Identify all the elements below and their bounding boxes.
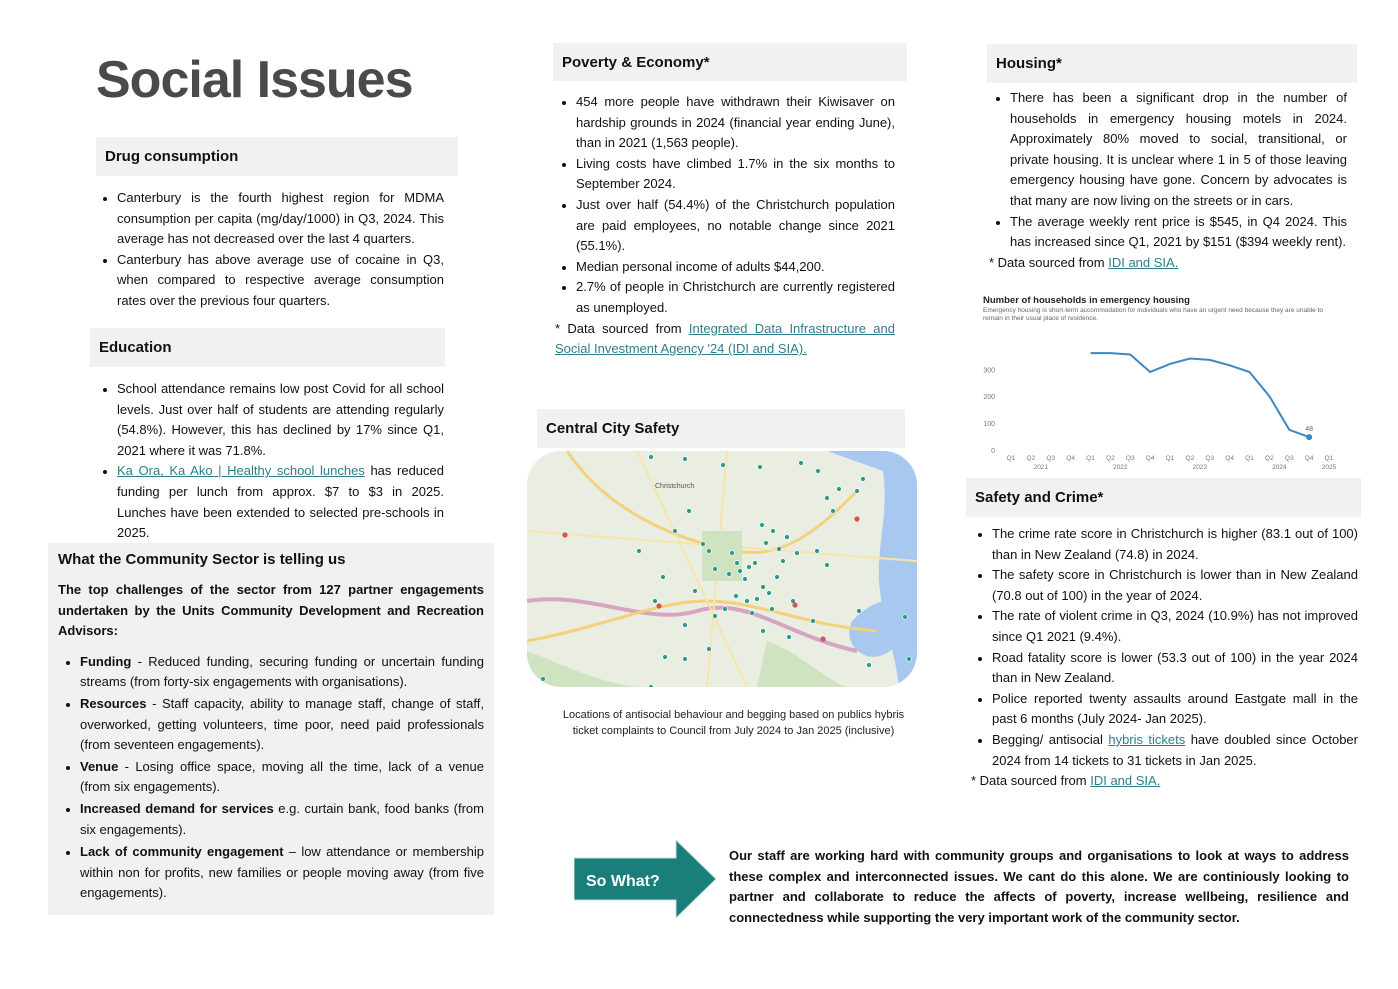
chart-subtitle: Emergency housing is short-term accommodation for individuals who have an urgent need because they are unable to remain in their usual place of residence. [983, 307, 1324, 322]
map-marker [761, 629, 766, 634]
so-what-label: So What? [586, 873, 660, 890]
map-marker [767, 591, 772, 596]
y-tick-label: 200 [983, 394, 995, 402]
map-marker [721, 463, 726, 468]
list-item [80, 799, 484, 840]
map-marker [730, 551, 735, 556]
source-prefix: * Data sourced from [555, 320, 689, 336]
map-marker [857, 609, 862, 614]
map-marker [713, 614, 718, 619]
map-marker [723, 607, 728, 612]
map-marker [653, 599, 658, 604]
list-item [992, 730, 1358, 771]
list-item: • There has been a significant drop in the number of households in emergency housing motels in 2024. Approximately 80% moved to social, transitional, or private housing. It is unclear where 1 in 5 of those leaving emergency housing have gone. Concern by advocates is that many are now living on the streets or in cars. [1010, 88, 1347, 212]
list-item [80, 694, 484, 756]
y-tick-label: 300 [983, 367, 995, 375]
item-text: - Reduced funding, securing funding or uncertain funding streams (from forty-six engagements with organisations). [80, 653, 484, 690]
list-item [80, 652, 484, 693]
series-line [1091, 353, 1310, 437]
item-label: Venue [80, 758, 119, 774]
drug-list-block [96, 188, 444, 312]
x-tick-label: Q1 [1324, 455, 1334, 462]
item-text: e.g. curtain bank, food banks (from six engagements). [80, 800, 484, 837]
item-text: - Staff capacity, ability to manage staff, change of staff, overworked, getting volunteers, time poor, need paid professionals (from seventeen engagements). [80, 695, 484, 753]
poverty-source [555, 319, 895, 360]
x-tick-label: Q2 [1026, 455, 1036, 462]
map-marker [693, 589, 698, 594]
x-tick-label: Q4 [1145, 455, 1155, 462]
x-tick-label: Q3 [1046, 455, 1056, 462]
poverty-list-block [555, 92, 895, 360]
map-marker [775, 575, 780, 580]
list-item: • School attendance remains low post Covid for all school levels. Just over half of students are attending regularly (54.8%). However, this has declined by 17% since Q1, 2021 where it was 71.8%. [117, 379, 444, 461]
poverty-heading: Poverty & Economy* [553, 43, 907, 81]
map-poi-marker [562, 532, 567, 537]
idi-sia-link[interactable]: Integrated Data Infrastructure and Social Investment Agency '24 (IDI and SIA). [555, 320, 896, 357]
housing-source [989, 253, 1347, 274]
poverty-list [555, 92, 895, 319]
y-tick-label: 100 [983, 421, 995, 429]
healthy-lunches-link[interactable]: Ka Ora, Ka Ako | Healthy school lunches [117, 463, 365, 479]
list-item: • The safety score in Christchurch is lower than in New Zealand (70.8 out of 100) in the year of 2024. [992, 565, 1358, 606]
map-place-label: Christchurch [655, 483, 695, 490]
hybris-tickets-link[interactable]: hybris tickets [1108, 731, 1186, 747]
source-prefix: * Data sourced from [971, 773, 1091, 789]
list-item: • Road fatality score is lower (53.3 out of 100) in the year 2024 than in New Zealand. [992, 648, 1358, 689]
x-tick-label: Q3 [1205, 455, 1215, 462]
map-marker [683, 623, 688, 628]
housing-list-block [989, 88, 1347, 273]
list-item: • The average weekly rent price is $545, in Q4 2024. This has increased since Q1, 2021 by $151 ($394 weekly rent). [1010, 212, 1347, 253]
item-text: Begging/ antisocial [992, 731, 1109, 747]
map-marker [770, 607, 775, 612]
map-poi-marker [792, 602, 797, 607]
list-item-text: has reduced funding per lunch from approx. $7 to $3 in 2025. Lunches have been extended to selected pre-schools in 2025. [117, 463, 444, 541]
list-item [80, 842, 484, 904]
x-tick-label: Q4 [1066, 455, 1075, 462]
end-point-label: 48 [1305, 426, 1314, 434]
list-item: • 2.7% of people in Christchurch are currently registered as unemployed. [576, 277, 895, 318]
community-list [58, 652, 484, 904]
chart-points [1305, 426, 1313, 440]
map-marker [855, 489, 860, 494]
community-panel [48, 543, 494, 915]
chart-title: Number of households in emergency housing [983, 295, 1190, 306]
map-marker [787, 635, 792, 640]
safety-source [971, 771, 1358, 792]
x-tick-label: Q2 [1265, 455, 1274, 462]
map-marker [816, 469, 821, 474]
item-text: - Losing office space, moving all the time, lack of a venue (from six engagements). [80, 758, 484, 795]
map-marker [867, 663, 872, 668]
list-item: • The crime rate score in Christchurch is higher (83.1 out of 100) than in New Zealand (74.8) in 2024. [992, 524, 1358, 565]
map-marker [771, 529, 776, 534]
map-image [527, 451, 917, 687]
y-tick-label: 0 [991, 448, 995, 455]
map-marker [907, 657, 912, 662]
list-item: • 454 more people have withdrawn their Kiwisaver on hardship grounds in 2024 (financial year ending June), than in 2021 (1,563 people). [576, 92, 895, 154]
map-marker [811, 619, 816, 624]
map-marker [683, 657, 688, 662]
map-marker [683, 457, 688, 462]
map-marker [777, 547, 782, 552]
emergency-housing-chart [977, 292, 1343, 478]
item-label: Lack of community engagement [80, 844, 284, 860]
map-marker [649, 455, 654, 460]
map-poi-marker [656, 603, 661, 608]
housing-list [989, 88, 1347, 253]
so-what-arrow [574, 840, 716, 918]
item-label: Resources [80, 695, 147, 711]
map-marker [903, 615, 908, 620]
map-marker [713, 567, 718, 572]
map-marker [755, 597, 760, 602]
x-tick-label: Q1 [1006, 455, 1016, 462]
map-marker [707, 647, 712, 652]
map-marker [747, 565, 752, 570]
drug-heading: Drug consumption [96, 137, 458, 176]
x-tick-label: Q4 [1225, 455, 1234, 462]
x-tick-label: Q2 [1185, 455, 1195, 462]
map-marker [781, 559, 786, 564]
map-marker [758, 465, 763, 470]
map-marker [764, 541, 769, 546]
map-marker [745, 599, 750, 604]
map-marker [707, 549, 712, 554]
safety-idi-link[interactable]: IDI and SIA. [1090, 773, 1161, 789]
map-marker [825, 496, 830, 501]
x-year-label: 2023 [1192, 464, 1208, 471]
map-marker [831, 509, 836, 514]
list-item: • Just over half (54.4%) of the Christchurch population are paid employees, no notable change since 2021 (55.1%). [576, 195, 895, 257]
central-city-map [527, 451, 917, 687]
list-item: • Living costs have climbed 1.7% in the six months to September 2024. [576, 154, 895, 195]
community-intro: The top challenges of the sector from 127 partner engagements undertaken by the Units Community Development and Recreation Advisors: [58, 582, 484, 639]
map-marker [837, 487, 842, 492]
map-marker [673, 529, 678, 534]
drug-list [96, 188, 444, 312]
community-heading: What the Community Sector is telling us [58, 551, 346, 568]
map-marker [661, 575, 666, 580]
item-label: Funding [80, 653, 132, 669]
list-item: • Canterbury is the fourth highest region for MDMA consumption per capita (mg/day/1000) in Q3, 2024. This average has not decreased over the last 4 quarters. [117, 188, 444, 250]
map-marker [637, 549, 642, 554]
end-point [1306, 434, 1312, 440]
map-marker [861, 477, 866, 482]
safety-list [971, 524, 1358, 771]
map-marker [753, 561, 758, 566]
x-year-label: 2022 [1113, 464, 1128, 471]
map-marker [649, 685, 654, 687]
map-marker [734, 594, 739, 599]
page-title: Social Issues [96, 51, 413, 109]
item-label: Increased demand for services [80, 800, 274, 816]
arrow-shape [574, 840, 716, 918]
map-marker [760, 523, 765, 528]
x-tick-label: Q2 [1106, 455, 1115, 462]
x-tick-label: Q4 [1304, 455, 1314, 462]
so-what-text: Our staff are working hard with community groups and organisations to look at ways to address these complex and interconnected issues. We cant do this alone. We are continiously looking to partner and collaborate to reduce the affects of poverty, increase wellbeing, resilience and connectedness while supporting the very important work of the community sector. [729, 848, 1349, 925]
safety-heading: Safety and Crime* [966, 478, 1361, 517]
list-item: • The rate of violent crime in Q3, 2024 (10.9%) has not improved since Q1 2021 (9.4%). [992, 606, 1358, 647]
x-tick-label: Q1 [1165, 455, 1175, 462]
map-marker [785, 535, 790, 540]
map-marker [663, 655, 668, 660]
map-poi-marker [854, 516, 859, 521]
x-year-label: 2024 [1272, 464, 1287, 471]
map-marker [541, 677, 546, 682]
x-year-label: 2021 [1033, 464, 1049, 471]
map-marker [735, 561, 740, 566]
map-marker [761, 585, 766, 590]
list-item [80, 757, 484, 798]
x-year-label: 2025 [1321, 464, 1337, 471]
map-marker [701, 542, 706, 547]
map-marker [799, 461, 804, 466]
chart-svg [977, 292, 1343, 478]
safety-list-block [971, 524, 1358, 792]
education-heading: Education [90, 328, 445, 367]
list-item: • Police reported twenty assaults around Eastgate mall in the past 6 months (July 2024- Jan 2025). [992, 689, 1358, 730]
map-marker [825, 563, 830, 568]
item-text: have doubled since October 2024 from 14 tickets to 31 tickets in Jan 2025. [992, 731, 1358, 768]
item-text: – low attendance or membership within non for profits, new families or people moving away (from five engagements). [80, 844, 484, 901]
source-prefix: * Data sourced from [989, 254, 1109, 270]
education-list [96, 379, 444, 544]
map-marker [743, 577, 748, 582]
housing-idi-link[interactable]: IDI and SIA. [1108, 254, 1179, 270]
map-marker [687, 509, 692, 514]
map-caption: Locations of antisocial behaviour and begging based on publics hybris ticket complaints to Council from July 2024 to Jan 2025 (inclusive) [562, 709, 905, 737]
map-poi-marker [820, 636, 825, 641]
central-city-heading: Central City Safety [537, 409, 905, 448]
list-item [117, 461, 444, 543]
housing-heading: Housing* [987, 44, 1357, 83]
list-item: • Median personal income of adults $44,200. [576, 257, 895, 278]
map-marker [795, 551, 800, 556]
map-marker [727, 572, 732, 577]
list-item: • Canterbury has above average use of cocaine in Q3, when compared to respective average consumption rates over the previous four quarters. [117, 250, 444, 312]
map-marker [738, 569, 743, 574]
x-tick-label: Q1 [1086, 455, 1095, 462]
map-marker [750, 611, 755, 616]
map-marker [815, 549, 820, 554]
education-list-block [96, 379, 444, 544]
x-tick-label: Q3 [1125, 455, 1135, 462]
x-tick-label: Q1 [1245, 455, 1254, 462]
x-tick-label: Q3 [1284, 455, 1294, 462]
